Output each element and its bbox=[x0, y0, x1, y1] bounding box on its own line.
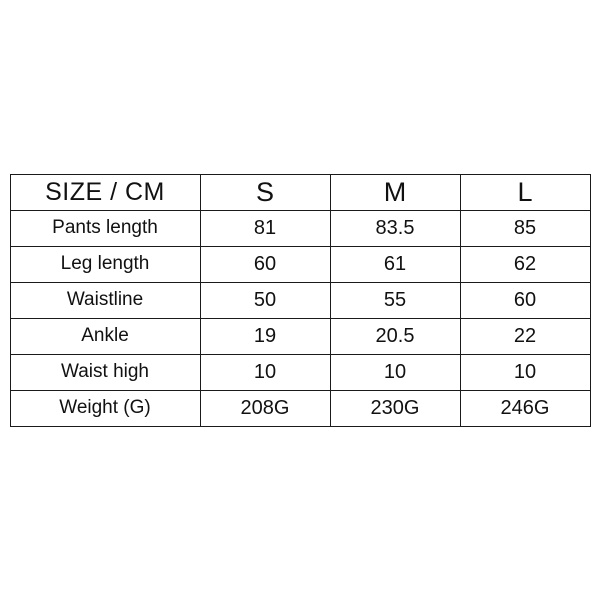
header-row bbox=[10, 174, 590, 210]
row-label-leg-length: Leg length bbox=[10, 246, 200, 282]
table-row bbox=[10, 246, 590, 282]
table-row bbox=[10, 318, 590, 354]
header-size-m: M bbox=[330, 174, 460, 210]
row-label-waist-high: Waist high bbox=[10, 354, 200, 390]
cell-leg-length-m: 61 bbox=[330, 246, 460, 282]
cell-pants-length-l: 85 bbox=[460, 210, 590, 246]
table-row bbox=[10, 390, 590, 426]
header-size-s: S bbox=[200, 174, 330, 210]
cell-pants-length-s: 81 bbox=[200, 210, 330, 246]
row-label-waistline: Waistline bbox=[10, 282, 200, 318]
header-size-l: L bbox=[460, 174, 590, 210]
cell-ankle-l: 22 bbox=[460, 318, 590, 354]
cell-weight-l: 246G bbox=[460, 390, 590, 426]
cell-waistline-l: 60 bbox=[460, 282, 590, 318]
size-chart-table bbox=[10, 174, 591, 427]
row-label-ankle: Ankle bbox=[10, 318, 200, 354]
cell-weight-s: 208G bbox=[200, 390, 330, 426]
cell-ankle-m: 20.5 bbox=[330, 318, 460, 354]
row-label-pants-length: Pants length bbox=[10, 210, 200, 246]
cell-waistline-s: 50 bbox=[200, 282, 330, 318]
cell-pants-length-m: 83.5 bbox=[330, 210, 460, 246]
table-row bbox=[10, 282, 590, 318]
table-row bbox=[10, 354, 590, 390]
row-label-weight: Weight (G) bbox=[10, 390, 200, 426]
table-body bbox=[10, 210, 590, 426]
cell-waist-high-l: 10 bbox=[460, 354, 590, 390]
header-size-cm: SIZE / CM bbox=[10, 174, 200, 210]
cell-waist-high-m: 10 bbox=[330, 354, 460, 390]
cell-waistline-m: 55 bbox=[330, 282, 460, 318]
cell-weight-m: 230G bbox=[330, 390, 460, 426]
cell-waist-high-s: 10 bbox=[200, 354, 330, 390]
cell-leg-length-s: 60 bbox=[200, 246, 330, 282]
table-header bbox=[10, 174, 590, 210]
table-row bbox=[10, 210, 590, 246]
cell-ankle-s: 19 bbox=[200, 318, 330, 354]
cell-leg-length-l: 62 bbox=[460, 246, 590, 282]
